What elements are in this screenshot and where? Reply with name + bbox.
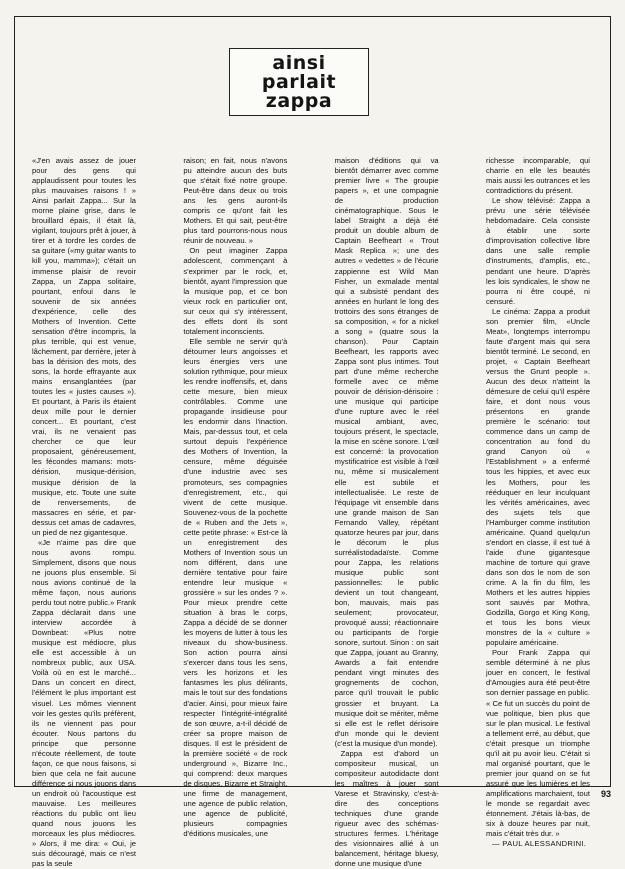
paragraph: «J'en avais assez de jouer pour des gens qui applaudissent pour toutes les plus mauvaises raisons ! » Ainsi parlait Zappa... Sur la morne plaine grise, dans le brouillard épais, il était là, vigilant, toujours prêt à jouer, à tirer et à tordre les cordes de sa guitare («my guitar wants to kill you, mamma»); c'était un immense plaisir de revoir Zappa, un Zappa solitaire, pourtant, enfoui dans le souvenir de six années d'expérience, celle des Mothers of Invention. Cette sensation d'être incompris, la plus terrible, qui est venue, lâchement, par derrière, jeter à bas la dérision des mots, des sons, la horde effrayante aux mains ensanglantées (par toutes les « justes causes »). Et pourtant, à Paris ils étaient deux mille pour le dernier concert... Et pourtant, c'est vrai, ils ne venaient pas chercher ce que leur proposaient, généreusement, les fécondes mamans: mots-dérision, musique-dérision, musique dérision de la musique, etc. Toute une suite de renversements, de massacres en série, et par-dessus cet amas de cadavres, un pied de nez gigantesque.	[32, 156, 136, 537]
title-line-1: ainsi	[272, 51, 326, 74]
paragraph: Le show télévisé: Zappa a prévu une série télévisée hebdomadaire. Cela consiste à établir une sorte d'improvisation collective libre dans une salle remplie d'instruments, d'amplis, etc., pendant une heure. D'après les lois syndicales, le show ne pourra ni être coupé, ni censuré.	[485, 196, 590, 306]
title-line-2: parlait	[261, 70, 337, 93]
paragraph: «Je n'aime pas dire que nous avons rompu. Simplement, disons que nous ne jouons plus ensemble. Si nous avions continué de la même façon, nous aurions perdu tout notre public.» Frank Zappa déclarait dans une interview accordée à Downbeat: «Plus notre musique est médiocre, plus elle est accessible à un nombreux public, aux USA. Voilà où en est le marché... Dans un concert en direct, l'élément le plus important est visuel. Les mômes viennent voir les gestes qu'ils préfèrent, ils ne viennent pas pour écouter. Nous partons du principe que personne n'écoute réellement, de toute façon, ce que nous faisons, si bien que cela ne fait aucune différence si nous jouons dans un endroit où l'acoustique est mauvaise. Les meilleures réactions du public ont lieu quand nous jouons les morceaux les plus médiocres. » Alors, il me dira: « Oui, je suis découragé, mais ce n'est pas la seule	[32, 537, 136, 869]
text-column-1	[32, 156, 136, 869]
paragraph: Pour Frank Zappa qui semble déterminé à ne plus jouer en concert, le festival d'Amougies aura été peut-être son dernier passage en public. « Ce fut un succès du point de vue politique, bien plus que sur le plan musical. Le festival a tellement erré, au début, que c'était presque un triomphe qu'il ait pu avoir lieu. C'était si mal organisé pourtant, que le premier jour quand on se fut assuré que les lumières et les amplifications marchaient, tout le monde se regardait avec étonnement. J'étais là-bas, de six à douze heures par nuit, mais c'était très dur. »	[485, 648, 590, 839]
paragraph: Le cinéma: Zappa a produit son premier film, «Uncle Meat», longtemps interrompu faute d'argent mais qui sera bientôt terminé. Le second, en projet, « Captain Beefheart versus the Grunt people ». Aucun des deux n'atteint la démesure de celui qu'il espère faire, et dont nous vous présentons en grande première le scénario: tout commence dans un camp de concentration au fond du grand Canyon où « l'Establishment » a enfermé tous les hippies, et avec eux les Mothers, pour les rééduquer en leur inculquant les vérités américaines, avec des sujets tels que l'Hamburger comme institution américaine. Quand quelqu'un s'endort en classe, il est tué à l'aide d'une gigantesque machine de torture qui grave dans son dos le nom de son crime. A la fin du film, les Mothers et les autres hippies sont sauvés par Mothra, Godzilla, Gorgo et King Kong, et tous les bons vieux monstres de la « culture » populaire américaine.	[485, 306, 590, 648]
text-column-2	[183, 156, 288, 839]
author-signature: — PAUL ALESSANDRINI.	[491, 839, 587, 849]
page-number: 93	[600, 789, 611, 799]
title-line-3: zappa	[265, 89, 333, 112]
paragraph: raison; en fait, nous n'avons pu atteindre aucun des buts que s'était fixé notre groupe. Peut-être dans deux ou trois ans les gens auront-ils compris ce qu'ont fait les Mothers. Et qui sait, peut-être plus tard pourrons-nous nous réunir de nouveau. »	[183, 156, 288, 246]
article-title-box	[229, 48, 369, 116]
text-column-4	[485, 156, 590, 849]
paragraph: Zappa est d'abord un compositeur musical, un compositeur autodidacte dont les maîtres à jouer sont Varese et Stravinsky, c'est-à-dire des conceptions techniques d'une grande rigueur avec des schémas-structures fermes. L'héritage des visionnaires allié à un balancement, héritage bluesy, donne une musique d'une	[334, 748, 439, 869]
paragraph: Elle semble ne servir qu'à détourner leurs angoisses et leurs énergies vers une solution rythmique, pour mieux les rendre inoffensifs, et, dans cette mesure, bien mieux contrôlables. Comme une propagande insidieuse pour les endormir dans l'inaction. Mais, par-dessus tout, et cela surtout depuis l'expérience des Mothers of Invention, la censure, même déguisée d'une industrie avec ses promoteurs, ses compagnies d'enregistrement, etc., qui vivent de cette musique. Souvenez-vous de la pochette de « Ruben and the Jets », cette petite phrase: « Est-ce là un enregistrement des Mothers of Invention sous un nom différent, dans une dernière tentative pour faire entendre leur musique « grossière » sur les ondes ? ». Pour mieux prendre cette situation à bras le corps, Zappa a décidé de se donner les moyens de lutter à tous les niveaux du show-business. Son action pourra ainsi s'exercer dans tous les sens, vers les horizons et les fantasmes les plus délirants, mais le tout sur des fondations d'acier. Ainsi, pour mieux faire respecter l'intégrité-intégralité de son œuvre, a-t-il décidé de créer sa propre maison de disques. Il est le président de la première société « de rock underground », Bizarre Inc., qui comprend: deux marques de disques, Bizarre et Straight, une firme de management, une agence de public relation, une agence de publicité, plusieurs compagnies d'éditions musicales, une	[183, 336, 288, 839]
paragraph: maison d'éditions qui va bientôt démarrer avec comme premier livre « The groupie papers », et une compagnie de production cinématographique. Sous le label Straight a déjà été produit un double album de Captain Beefheart « Trout Mask Replica »; une des autres « vedettes » de l'écurie zappienne est Wild Man Fisher, un exmalade mental qui a subsisté pendant des années en hurlant le long des trottoirs des sons étranges de sa composition, « for a nickel a song » (quatre sous la chanson). Pour Captain Beefheart, les rapports avec Zappa sont plus intimes. Tout part d'une même recherche formelle avec ce même pouvoir de dérision-dérisoire : une musique qui participe d'une rupture avec le réel musical ambiant, avec, toujours présent, le spectacle, la mise en scène sonore. L'œil est concerné: la provocation mystificatrice est visible à l'œil nu, même si musicalement elle est subtile et intellectualisée. Le reste de l'équipage vit ensemble dans une grande maison de San Fernando Valley, répétant quatorze heures par jour, dans le décorum le plus surréalistodadaïste. Comme pour Zappa, les relations musique public sont passionnelles: le public devient un tout changeant, bon, mauvais, mais pas seulement; provocateur, provoqué aussi; réactionnaire ou participants de l'orgie sonore, surtout. Sinon : on sait que Zappa, jouant au Granny, Awards a fait entendre pendant vingt minutes des grognements de cochon, parce qu'il trouvait le public grossier et bruyant. La musique doit se mériter, même si elle est le reflet dérisoire d'un monde qui le devient (c'est la musique d'un monde).	[334, 156, 439, 748]
article-columns	[32, 156, 590, 869]
paragraph: On peut imaginer Zappa adolescent, commençant à s'exprimer par le rock, et, bientôt, ayant l'impression que la musique pop, et ce bon vieux rock en particulier ont, sur ceux qui s'y intéressent, des effets dont ils sont totalement inconscients.	[183, 246, 288, 336]
text-column-3	[334, 156, 439, 869]
paragraph: richesse incomparable, qui charrie en elle les beautés mais aussi les outrances et les contradictions du présent.	[485, 156, 590, 196]
